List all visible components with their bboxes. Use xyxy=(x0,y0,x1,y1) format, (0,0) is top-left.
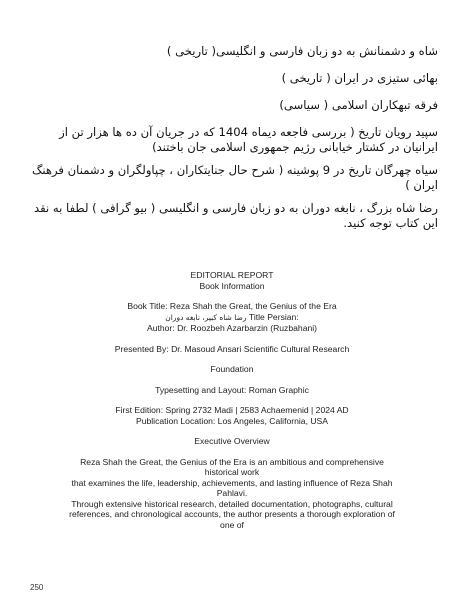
report-heading: EDITORIAL REPORT xyxy=(190,270,274,280)
typesetting: Typesetting and Layout: Roman Graphic xyxy=(155,384,309,395)
editorial-report xyxy=(40,270,424,530)
overview-line: one of xyxy=(220,519,244,530)
title-persian-label: Title Persian: xyxy=(248,311,299,322)
list-item: سیاه چهرگان تاریخ در 9 پوشینه ( شرح حال جنایتکاران ، چپاولگران و دشمنان فرهنگ ایران ) xyxy=(32,163,438,192)
presented-by: Presented By: Dr. Masoud Ansari Scientific Cultural Research xyxy=(114,343,350,354)
overview-line: that examines the life, leadership, achievements, and lasting influence of Reza Shah xyxy=(71,477,393,488)
overview-line: references, and chronological accounts, the author presents a thorough exploration of xyxy=(69,509,395,519)
list-item: سپید رویان تاریخ ( بررسی فاجعه دیماه 1404 که در جریان آن ده ها هزار تن از ایرانیان در کشتار خیابانی رژیم جمهوری اسلامی جان باختند) xyxy=(59,125,438,154)
title-persian-value: رضا شاه کبیر، نابغه دوران xyxy=(165,312,247,322)
book-title: Book Title: Reza Shah the Great, the Genius of the Era xyxy=(127,301,337,311)
page-number: 250 xyxy=(30,583,44,592)
first-edition: First Edition: Spring 2732 Madi | 2583 Achaemenid | 2024 AD xyxy=(115,405,349,415)
overview-line: Pahlavi. xyxy=(216,488,248,498)
executive-overview-heading: Executive Overview xyxy=(194,436,270,446)
list-item: بهائی ستیزی در ایران ( تاریخی ) xyxy=(281,71,438,85)
report-subheading: Book Information xyxy=(199,280,265,291)
author: Author: Dr. Roozbeh Azarbarzin (Ruzbahani) xyxy=(146,323,318,333)
title-persian-line xyxy=(40,312,424,324)
list-item: شاه و دشمنانش به دو زبان فارسی و انگلیسی( تاریخی ) xyxy=(166,44,438,58)
persian-book-list xyxy=(28,44,438,243)
overview-line: Reza Shah the Great, the Genius of the Era is an ambitious and comprehensive xyxy=(80,456,384,467)
publication-location: Publication Location: Los Angeles, California, USA xyxy=(135,415,329,426)
list-item: فرقه تبهکاران اسلامی ( سیاسی) xyxy=(279,98,438,112)
foundation: Foundation xyxy=(210,364,254,374)
overview-line: Through extensive historical research, detailed documentation, photographs, cultural xyxy=(71,498,393,509)
overview-line: historical work xyxy=(204,467,260,477)
list-item: رضا شاه بزرگ ، نابغه دوران به دو زبان فارسی و انگلیسی ( بیو گرافی ) لطفا به نقد این کتاب توجه کنید. xyxy=(34,201,438,230)
